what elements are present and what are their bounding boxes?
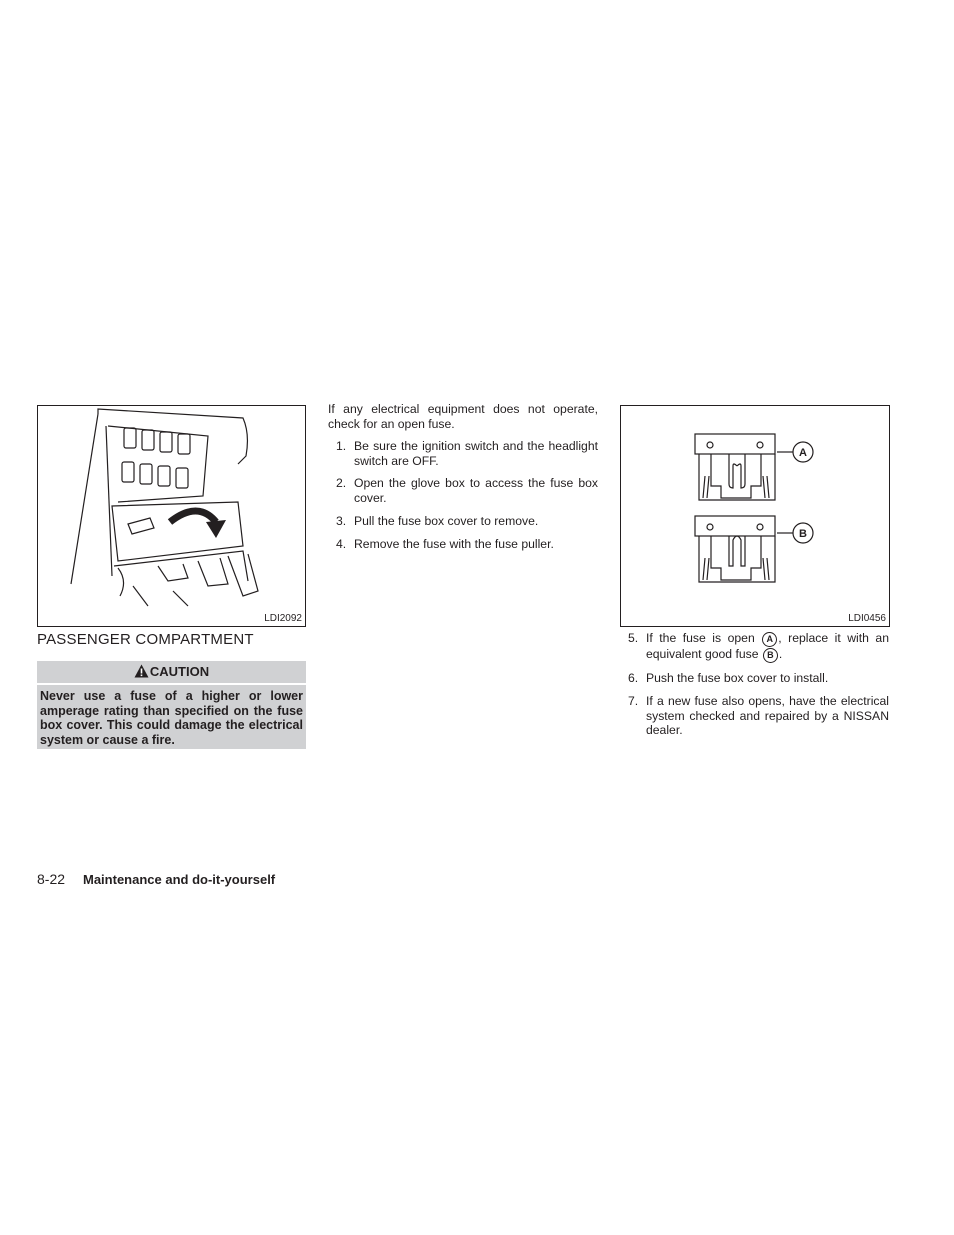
callout-b-label: B [799,528,807,540]
arrow-icon [38,406,305,610]
good-fuse-icon [695,516,775,582]
list-item [328,476,598,505]
list-item [328,439,598,468]
warning-icon [134,664,149,678]
step-text: Push the fuse box cover to install. [646,671,829,686]
step-number: 1. [336,439,347,453]
step-text: Be sure the ignition switch and the headlight switch are OFF. [354,439,598,468]
list-item [620,671,889,686]
steps-list-first [328,439,598,559]
caution-text: Never use a fuse of a higher or lower amperage rating than specified on the fuse box cover. This could damage the electrical system or cause a fire. [37,685,306,749]
step-text: If a new fuse also opens, have the electrical system checked and repaired by a NISSAN dealer. [646,693,889,738]
fuse-drawing [621,406,889,610]
blown-fuse-icon [695,434,775,500]
step-number: 2. [336,476,347,491]
list-item [620,694,889,738]
figure-code: LDI2092 [264,613,302,624]
marker-a-icon: A [762,632,777,647]
step-number: 6. [628,671,639,686]
step-text: Pull the fuse box cover to remove. [354,513,539,528]
caution-title: CAUTION [149,664,210,679]
caution-heading [37,661,306,683]
step-text: , replace it with an equivalent good fuse [646,631,889,661]
step-number: 4. [336,536,347,551]
callout-a-label: A [799,447,807,459]
figure-code: LDI0456 [848,613,886,624]
step-text: If the fuse is open [646,631,755,645]
intro-text: If any electrical equipment does not operate, check for an open fuse. [328,402,598,431]
step-number: 3. [336,513,347,528]
list-item [328,537,598,552]
fuse-illustration [620,405,890,627]
step-text: Open the glove box to access the fuse box cover. [354,476,598,505]
chapter-title: Maintenance and do-it-yourself [83,872,276,887]
marker-b-icon: B [763,648,778,663]
step-number: 5. [628,631,639,645]
section-title: PASSENGER COMPARTMENT [37,631,254,648]
steps-list-second [620,631,889,746]
step-text: . [778,647,783,661]
step-text: Remove the fuse with the fuse puller. [354,536,554,551]
list-item [328,514,598,529]
page-number: 8-22 [37,871,66,887]
glove-box-illustration [37,405,306,627]
step-number: 7. [628,693,639,708]
list-item [620,631,889,663]
